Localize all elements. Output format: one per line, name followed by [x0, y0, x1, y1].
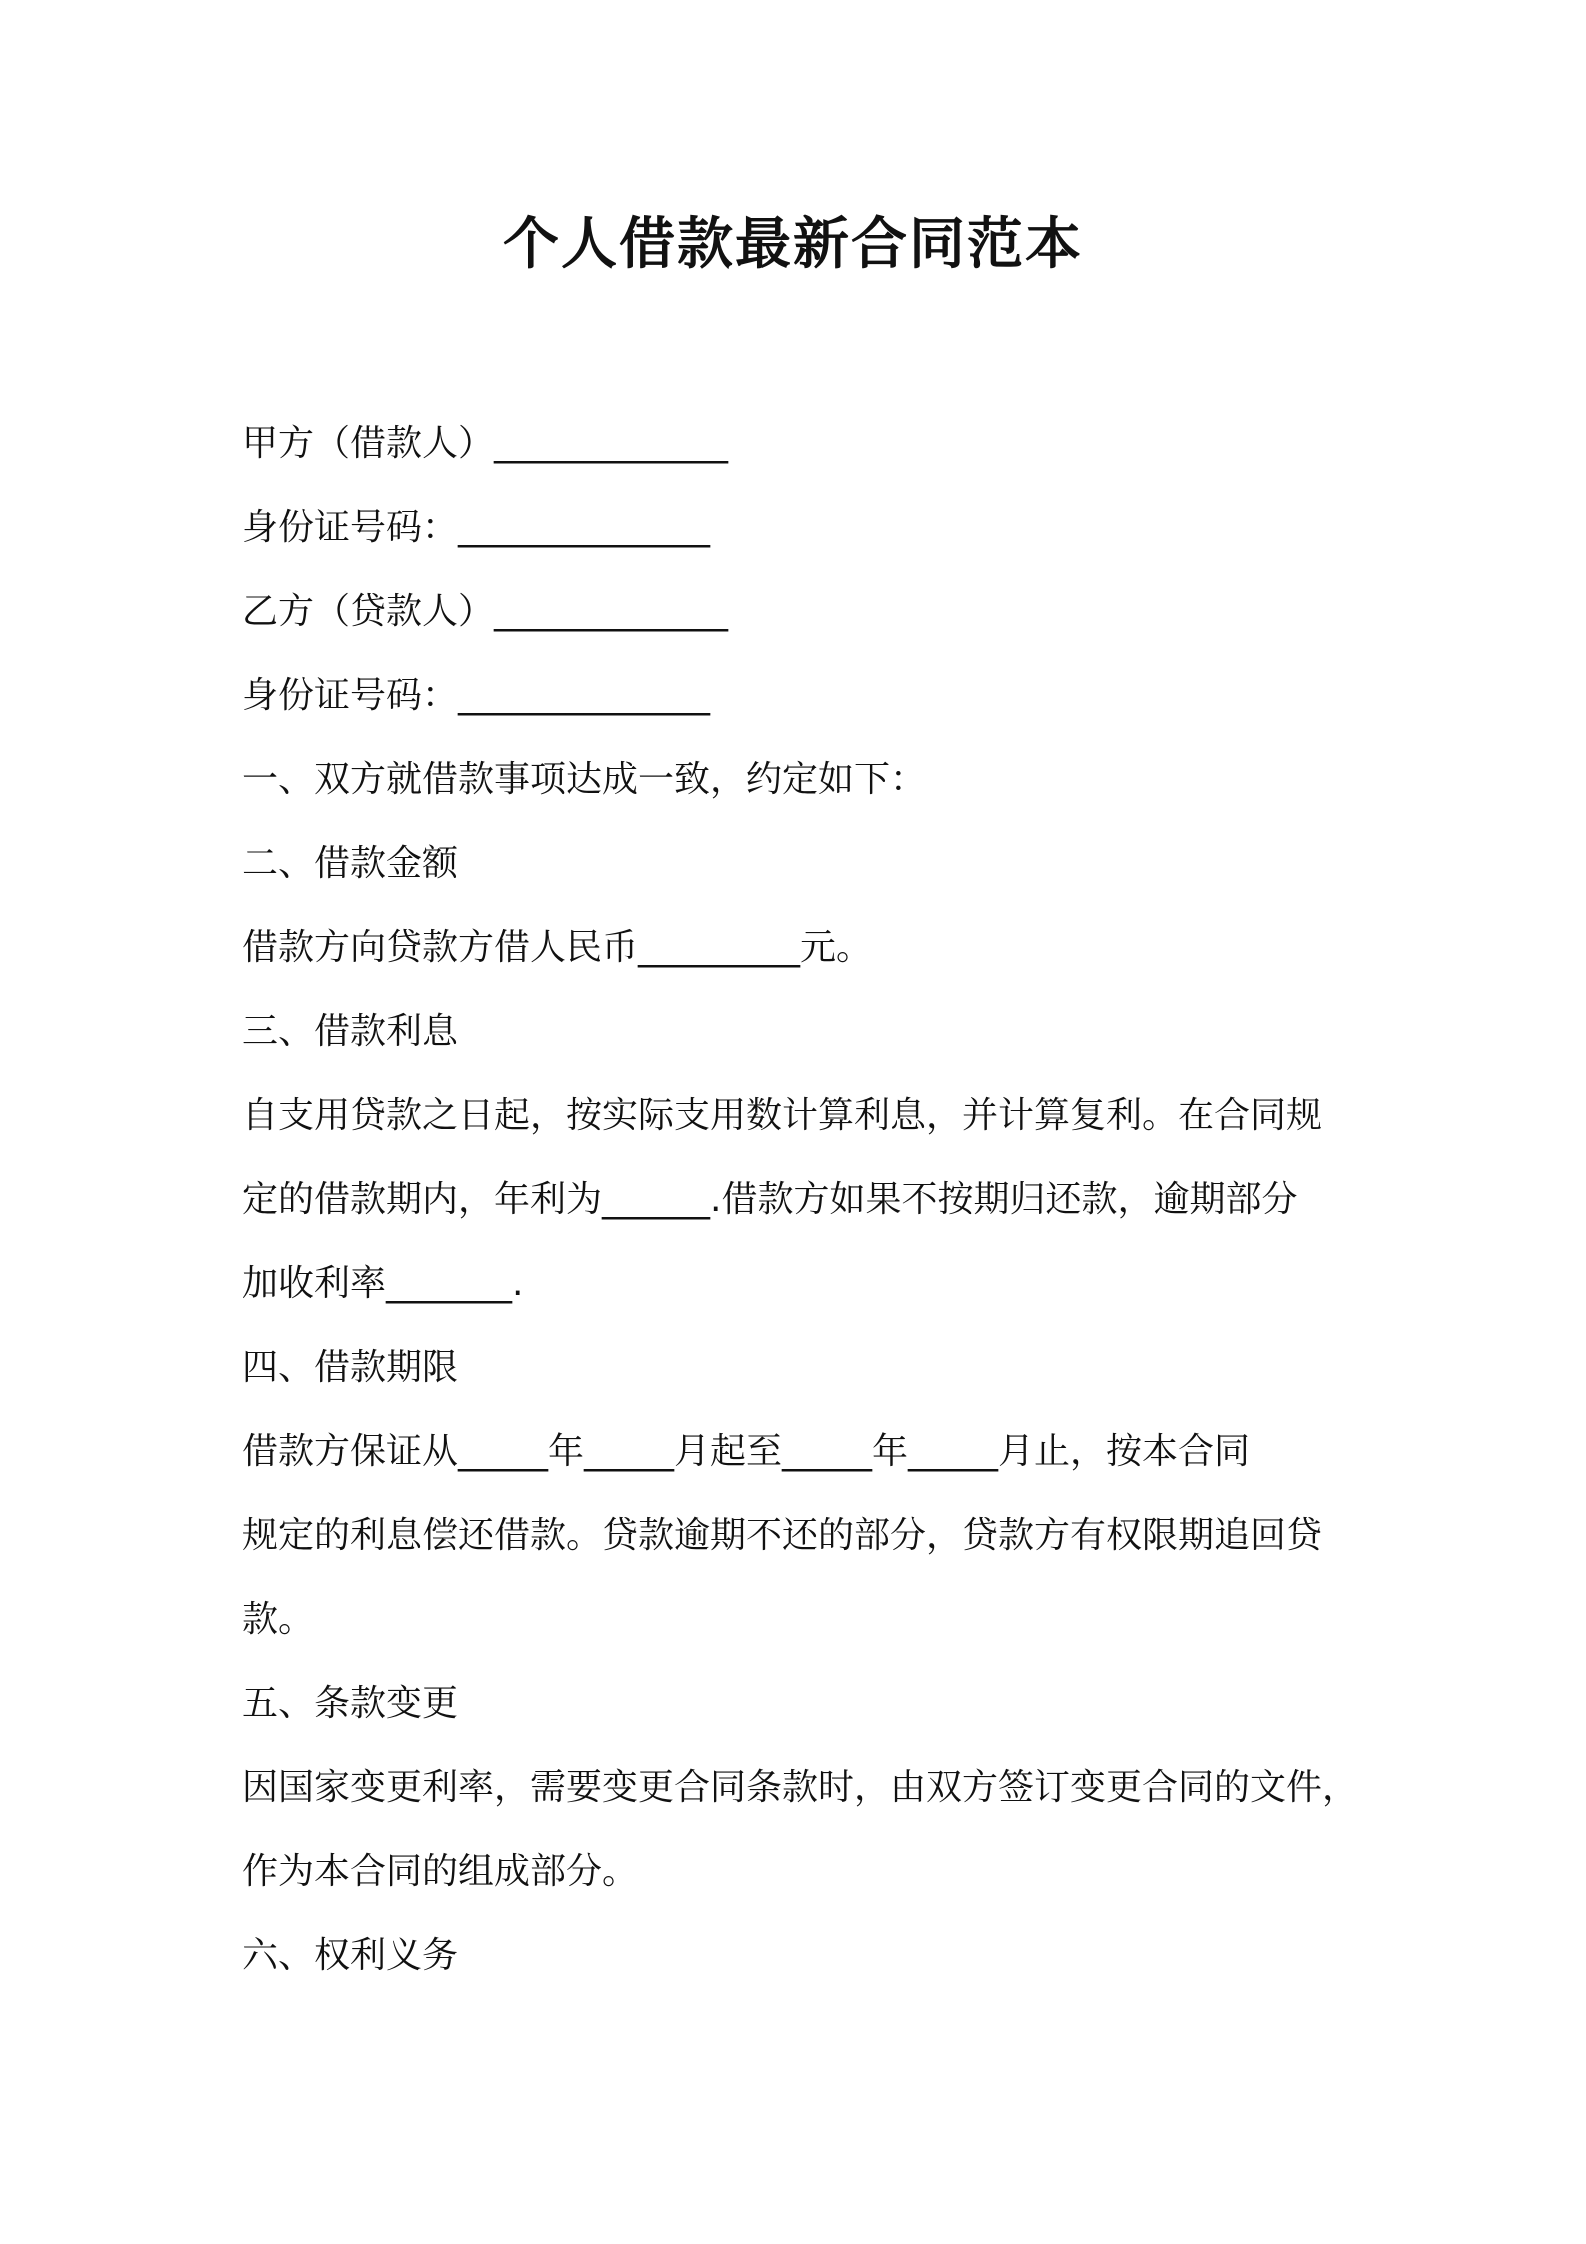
section-4-heading: 四、借款期限 [242, 1347, 459, 1388]
loan-amount-line: 借款方向贷款方借人民币_________元。 [242, 927, 873, 968]
interest-paragraph-line-3: 加收利率_______. [242, 1263, 524, 1304]
change-paragraph-line-1: 因国家变更利率，需要变更合同条款时，由双方签订变更合同的文件， [242, 1767, 1359, 1808]
term-paragraph-line-1: 借款方保证从_____年_____月起至_____年_____月止，按本合同 [242, 1431, 1251, 1472]
party-b-id-line: 身份证号码：______________ [242, 675, 711, 716]
change-paragraph-line-2: 作为本合同的组成部分。 [242, 1851, 639, 1892]
term-paragraph-line-2: 规定的利息偿还借款。贷款逾期不还的部分，贷款方有权限期追回贷 [242, 1515, 1323, 1556]
section-3-heading: 三、借款利息 [242, 1011, 459, 1052]
section-6-heading: 六、权利义务 [242, 1935, 459, 1976]
document-title: 个人借款最新合同范本 [503, 212, 1083, 277]
term-paragraph-line-3: 款。 [242, 1599, 315, 1640]
section-2-heading: 二、借款金额 [242, 843, 459, 884]
interest-paragraph-line-1: 自支用贷款之日起，按实际支用数计算利息，并计算复利。在合同规 [242, 1095, 1323, 1136]
document-body [242, 402, 1359, 1998]
section-5-heading: 五、条款变更 [242, 1683, 459, 1724]
section-1-heading: 一、双方就借款事项达成一致，约定如下： [242, 759, 927, 800]
party-b-line: 乙方（贷款人）_____________ [242, 591, 729, 632]
party-a-id-line: 身份证号码：______________ [242, 507, 711, 548]
interest-paragraph-line-2: 定的借款期内，年利为______.借款方如果不按期归还款，逾期部分 [242, 1179, 1298, 1220]
party-a-line: 甲方（借款人）_____________ [242, 423, 729, 464]
